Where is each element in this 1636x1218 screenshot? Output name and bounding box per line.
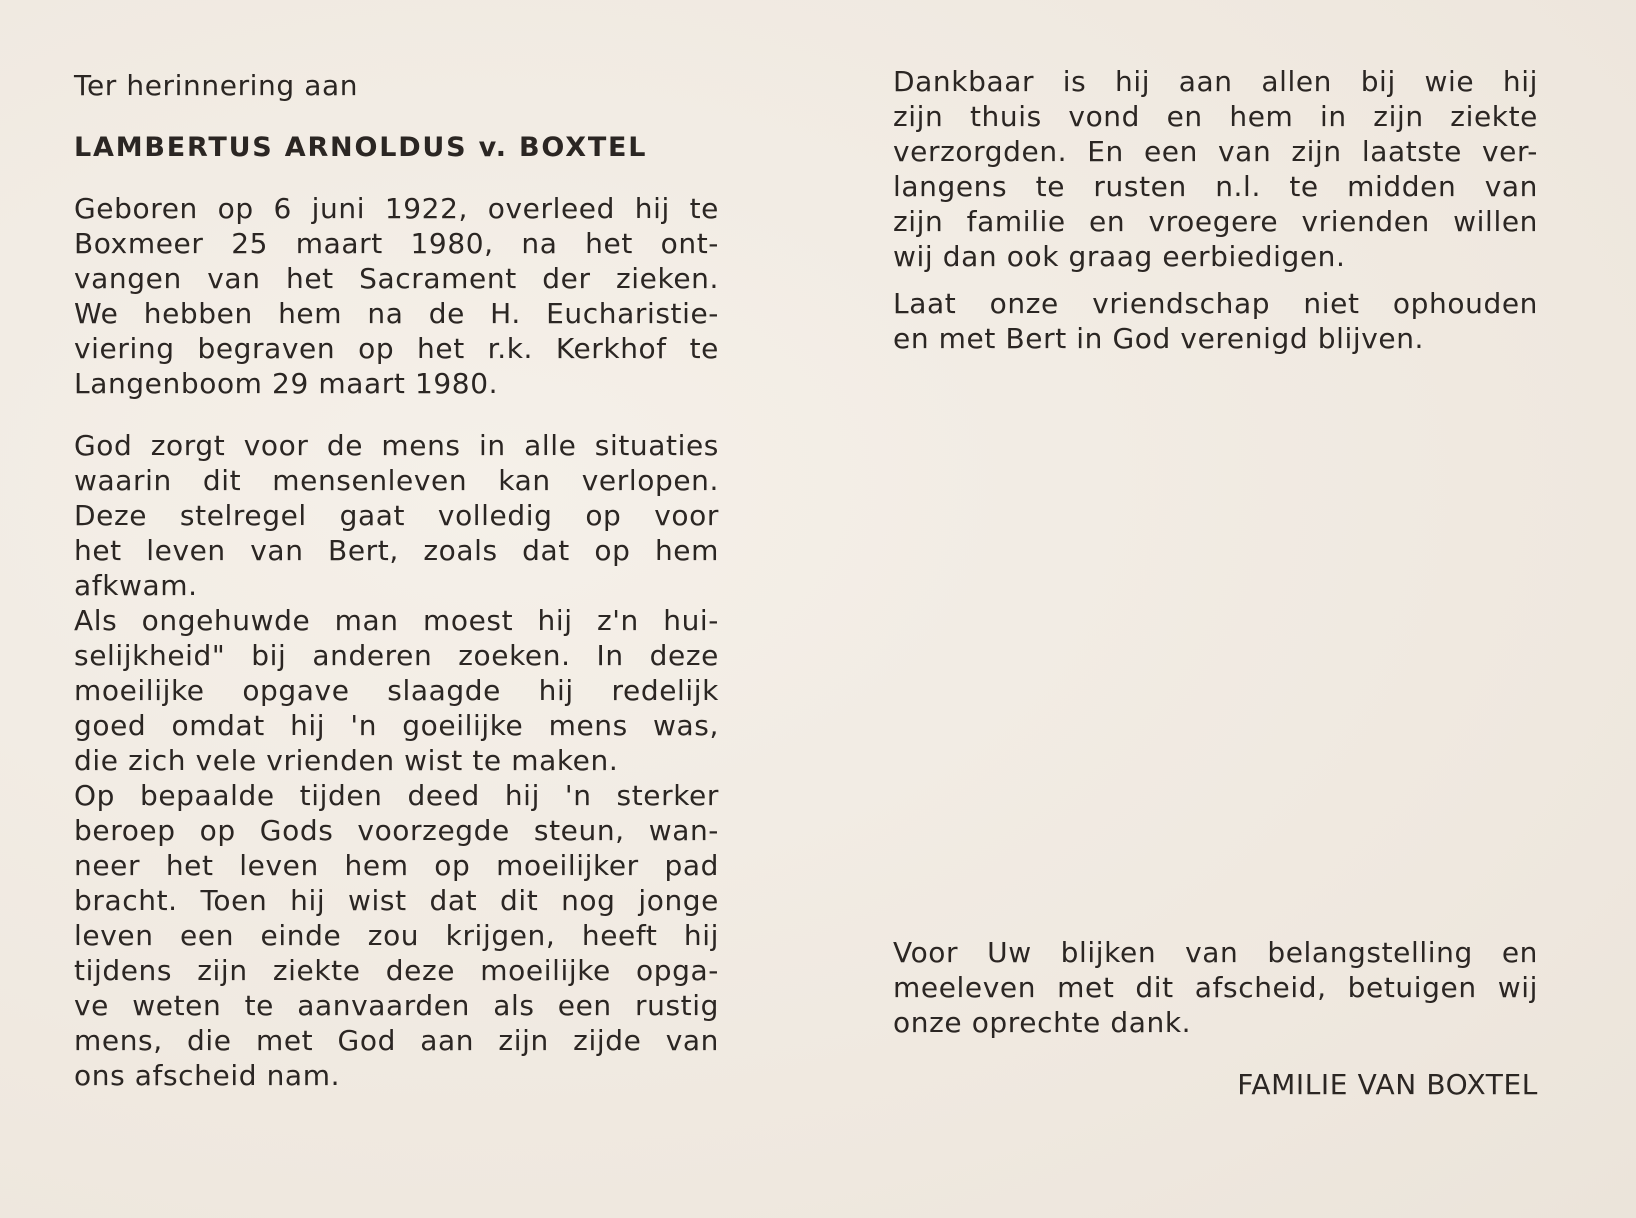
- paragraph2-line: goed omdat hij 'n goeilijke mens was,: [74, 709, 719, 742]
- paragraph1-line: Geboren op 6 juni 1922, overleed hij te: [74, 192, 719, 225]
- friendship-line: en met Bert in God verenigd blijven.: [893, 322, 1425, 355]
- gratitude-line: verzorgden. En een van zijn laatste ver-: [893, 135, 1538, 168]
- paragraph2-line: selijkheid" bij anderen zoeken. In deze: [74, 639, 719, 672]
- paragraph2-line: Als ongehuwde man moest hij z'n hui-: [74, 604, 719, 637]
- paragraph2-line: waarin dit mensenleven kan verlopen.: [74, 464, 719, 497]
- deceased-name: LAMBERTUS ARNOLDUS v. BOXTEL: [74, 132, 648, 163]
- gratitude-line: langens te rusten n.l. te midden van: [893, 170, 1538, 203]
- paragraph2-line: beroep op Gods voorzegde steun, wan-: [74, 814, 719, 847]
- paragraph2-line: God zorgt voor de mens in alle situaties: [74, 429, 719, 462]
- paragraph1-line: vangen van het Sacrament der zieken.: [74, 262, 719, 295]
- thanks-line: Voor Uw blijken van belangstelling en: [893, 936, 1538, 969]
- paragraph2-line: moeilijke opgave slaagde hij redelijk: [74, 674, 719, 707]
- friendship-line: Laat onze vriendschap niet ophouden: [893, 287, 1538, 320]
- paragraph1-line: viering begraven op het r.k. Kerkhof te: [74, 332, 719, 365]
- gratitude-line: wij dan ook graag eerbiedigen.: [893, 240, 1346, 273]
- thanks-line: onze oprechte dank.: [893, 1006, 1192, 1039]
- paragraph1-line: Boxmeer 25 maart 1980, na het ont-: [74, 227, 719, 260]
- paragraph2-line: Deze stelregel gaat volledig op voor: [74, 499, 719, 532]
- family-signature: FAMILIE VAN BOXTEL: [1237, 1068, 1538, 1101]
- thanks-line: meeleven met dit afscheid, betuigen wij: [893, 971, 1538, 1004]
- gratitude-line: Dankbaar is hij aan allen bij wie hij: [893, 65, 1538, 98]
- paragraph2-line: leven een einde zou krijgen, heeft hij: [74, 919, 719, 952]
- gratitude-line: zijn familie en vroegere vrienden willen: [893, 205, 1538, 238]
- gratitude-line: zijn thuis vond en hem in zijn ziekte: [893, 100, 1538, 133]
- paragraph1-line: Langenboom 29 maart 1980.: [74, 367, 499, 400]
- intro-text: Ter herinnering aan: [74, 69, 359, 102]
- paragraph2-line: ve weten te aanvaarden als een rustig: [74, 989, 719, 1022]
- paragraph1-line: We hebben hem na de H. Eucharistie-: [74, 297, 719, 330]
- paragraph2-line: bracht. Toen hij wist dat dit nog jonge: [74, 884, 719, 917]
- paragraph2-line: tijdens zijn ziekte deze moeilijke opga-: [74, 954, 719, 987]
- paragraph2-line: mens, die met God aan zijn zijde van: [74, 1024, 719, 1057]
- paragraph2-line: ons afscheid nam.: [74, 1059, 341, 1092]
- paragraph2-line: neer het leven hem op moeilijker pad: [74, 849, 719, 882]
- paragraph2-line: Op bepaalde tijden deed hij 'n sterker: [74, 779, 719, 812]
- paragraph2-line: die zich vele vrienden wist te maken.: [74, 744, 619, 777]
- paragraph2-line: afkwam.: [74, 569, 198, 602]
- paragraph2-line: het leven van Bert, zoals dat op hem: [74, 534, 719, 567]
